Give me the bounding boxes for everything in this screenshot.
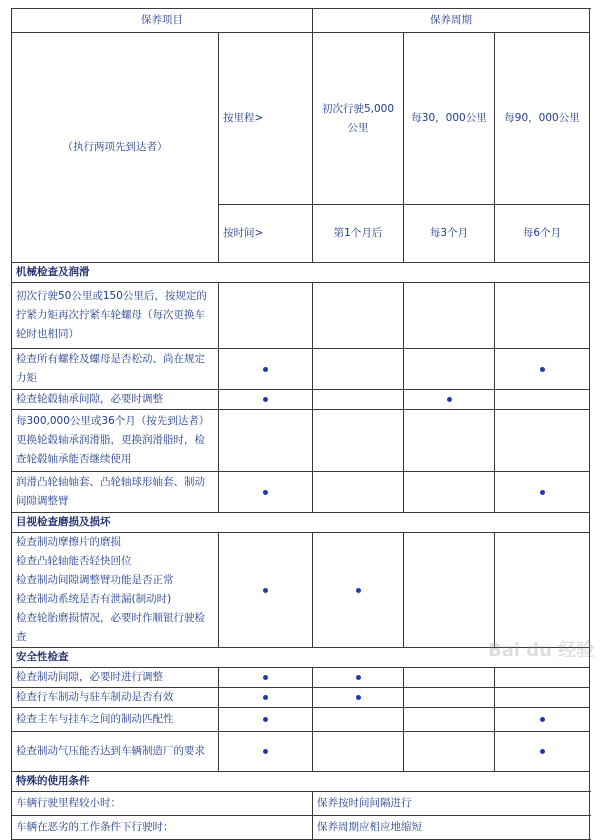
mark-cell <box>404 533 495 648</box>
mark-cell <box>219 533 313 648</box>
condition-action: 保养周期应相应地缩短 <box>313 816 590 840</box>
bullet-dot-icon <box>263 675 268 680</box>
bullet-dot-icon <box>540 749 545 754</box>
mark-cell <box>404 410 495 472</box>
mark-cell <box>313 688 404 708</box>
mark-cell <box>495 283 590 349</box>
mark-cell <box>313 533 404 648</box>
mark-cell <box>495 390 590 410</box>
item-text: 检查主车与挂车之间的制动匹配性 <box>12 708 219 732</box>
mark-cell <box>219 732 313 772</box>
mark-cell <box>495 410 590 472</box>
bullet-dot-icon <box>263 695 268 700</box>
mark-cell <box>404 390 495 410</box>
section-header <box>12 263 590 283</box>
mark-cell <box>404 688 495 708</box>
maintenance-schedule-table <box>11 8 590 840</box>
table-row <box>12 472 590 513</box>
mark-cell <box>313 708 404 732</box>
time-col-3: 每6个月 <box>495 205 590 263</box>
mark-cell <box>219 390 313 410</box>
bullet-dot-icon <box>356 588 361 593</box>
period-header: 保养周期 <box>313 9 590 33</box>
condition-text: 车辆在恶劣的工作条件下行驶时： <box>12 816 313 840</box>
condition-text: 车辆行驶里程较小时： <box>12 792 313 816</box>
table-row <box>12 283 590 349</box>
mark-cell <box>313 349 404 390</box>
mark-cell <box>313 410 404 472</box>
mileage-col-3: 每90，000公里 <box>495 33 590 205</box>
bullet-dot-icon <box>540 367 545 372</box>
item-header: 保养项目 <box>12 9 313 33</box>
item-text: 检查行车制动与驻车制动是否有效 <box>12 688 219 708</box>
mark-cell <box>404 283 495 349</box>
item-text: 检查所有螺栓及螺母是否松动、尚在规定力矩 <box>12 349 219 390</box>
by-mileage-label: 按里程> <box>219 33 313 205</box>
table-row <box>12 732 590 772</box>
mileage-col-1: 初次行驶5,000公里 <box>313 33 404 205</box>
table-row <box>12 688 590 708</box>
mileage-col-2: 每30，000公里 <box>404 33 495 205</box>
mark-cell <box>495 349 590 390</box>
mark-cell <box>313 668 404 688</box>
table-row <box>12 708 590 732</box>
mark-cell <box>219 410 313 472</box>
baidu-jingyan-watermark <box>486 634 596 676</box>
mark-cell <box>219 283 313 349</box>
mark-cell <box>404 349 495 390</box>
by-time-label: 按时间> <box>219 205 313 263</box>
bullet-dot-icon <box>263 749 268 754</box>
condition-action: 保养按时间间隔进行 <box>313 792 590 816</box>
mark-cell <box>495 533 590 648</box>
item-text <box>12 533 219 648</box>
item-line: 检查轮胎磨损情况，必要时作顺银行驶检查 <box>16 612 205 643</box>
item-text: 检查轮毂轴承间隙，必要时调整 <box>12 390 219 410</box>
time-col-1: 第1个月后 <box>313 205 404 263</box>
mark-cell <box>495 688 590 708</box>
mark-cell <box>404 472 495 513</box>
bullet-dot-icon <box>263 490 268 495</box>
item-text: 初次行驶50公里或150公里后，按规定的拧紧力矩再次拧紧车轮螺母（每次更换车轮时也相同） <box>12 283 219 349</box>
mark-cell <box>313 732 404 772</box>
mark-cell <box>219 668 313 688</box>
bullet-dot-icon <box>263 717 268 722</box>
table-row <box>12 410 590 472</box>
bullet-dot-icon <box>263 367 268 372</box>
section-title-safety: 安全性检查 <box>12 648 590 668</box>
condition-row <box>12 816 590 840</box>
bullet-dot-icon <box>540 490 545 495</box>
item-line: 检查制动间隙调整臂功能是否正常 <box>16 574 174 586</box>
mark-cell <box>219 688 313 708</box>
bullet-dot-icon <box>447 397 452 402</box>
bullet-dot-icon <box>356 695 361 700</box>
section-header <box>12 772 590 792</box>
watermark-text: Bai du 经验 <box>488 640 595 661</box>
mark-cell <box>495 708 590 732</box>
table-row <box>12 533 590 648</box>
time-col-2: 每3个月 <box>404 205 495 263</box>
item-line: 检查制动摩擦片的磨损 <box>16 536 121 548</box>
mark-cell <box>219 349 313 390</box>
section-header <box>12 513 590 533</box>
bullet-dot-icon <box>263 397 268 402</box>
bullet-dot-icon <box>540 717 545 722</box>
section-title-mechanical: 机械检查及润滑 <box>12 263 590 283</box>
mark-cell <box>313 283 404 349</box>
item-text: 检查制动间隙，必要时进行调整 <box>12 668 219 688</box>
mark-cell <box>313 472 404 513</box>
header-row-top <box>12 9 590 33</box>
item-text: 检查制动气压能否达到车辆制造厂的要求 <box>12 732 219 772</box>
item-text: 润滑凸轮轴轴套、凸轮轴球形轴套、制动间隙调整臂 <box>12 472 219 513</box>
mark-cell <box>495 732 590 772</box>
mark-cell <box>219 708 313 732</box>
condition-row <box>12 792 590 816</box>
mark-cell <box>495 472 590 513</box>
item-line: 检查凸轮轴能否轻快回位 <box>16 555 132 567</box>
item-line: 检查制动系统是否有泄漏(制动时) <box>16 593 172 605</box>
condition-note: （执行两项先到达者） <box>12 33 219 263</box>
table-row <box>12 349 590 390</box>
table-row <box>12 390 590 410</box>
bullet-dot-icon <box>263 588 268 593</box>
section-title-special: 特殊的使用条件 <box>12 772 590 792</box>
mark-cell <box>404 668 495 688</box>
mark-cell <box>219 472 313 513</box>
section-title-visual: 目视检查磨损及损坏 <box>12 513 590 533</box>
mark-cell <box>313 390 404 410</box>
item-text: 每300,000公里或36个月（按先到达者）更换轮毂轴承润滑脂，更换润滑脂时，检查轮毂轴承能否继续使用 <box>12 410 219 472</box>
header-row-mileage <box>12 33 590 205</box>
bullet-dot-icon <box>356 675 361 680</box>
mark-cell <box>404 732 495 772</box>
mark-cell <box>404 708 495 732</box>
